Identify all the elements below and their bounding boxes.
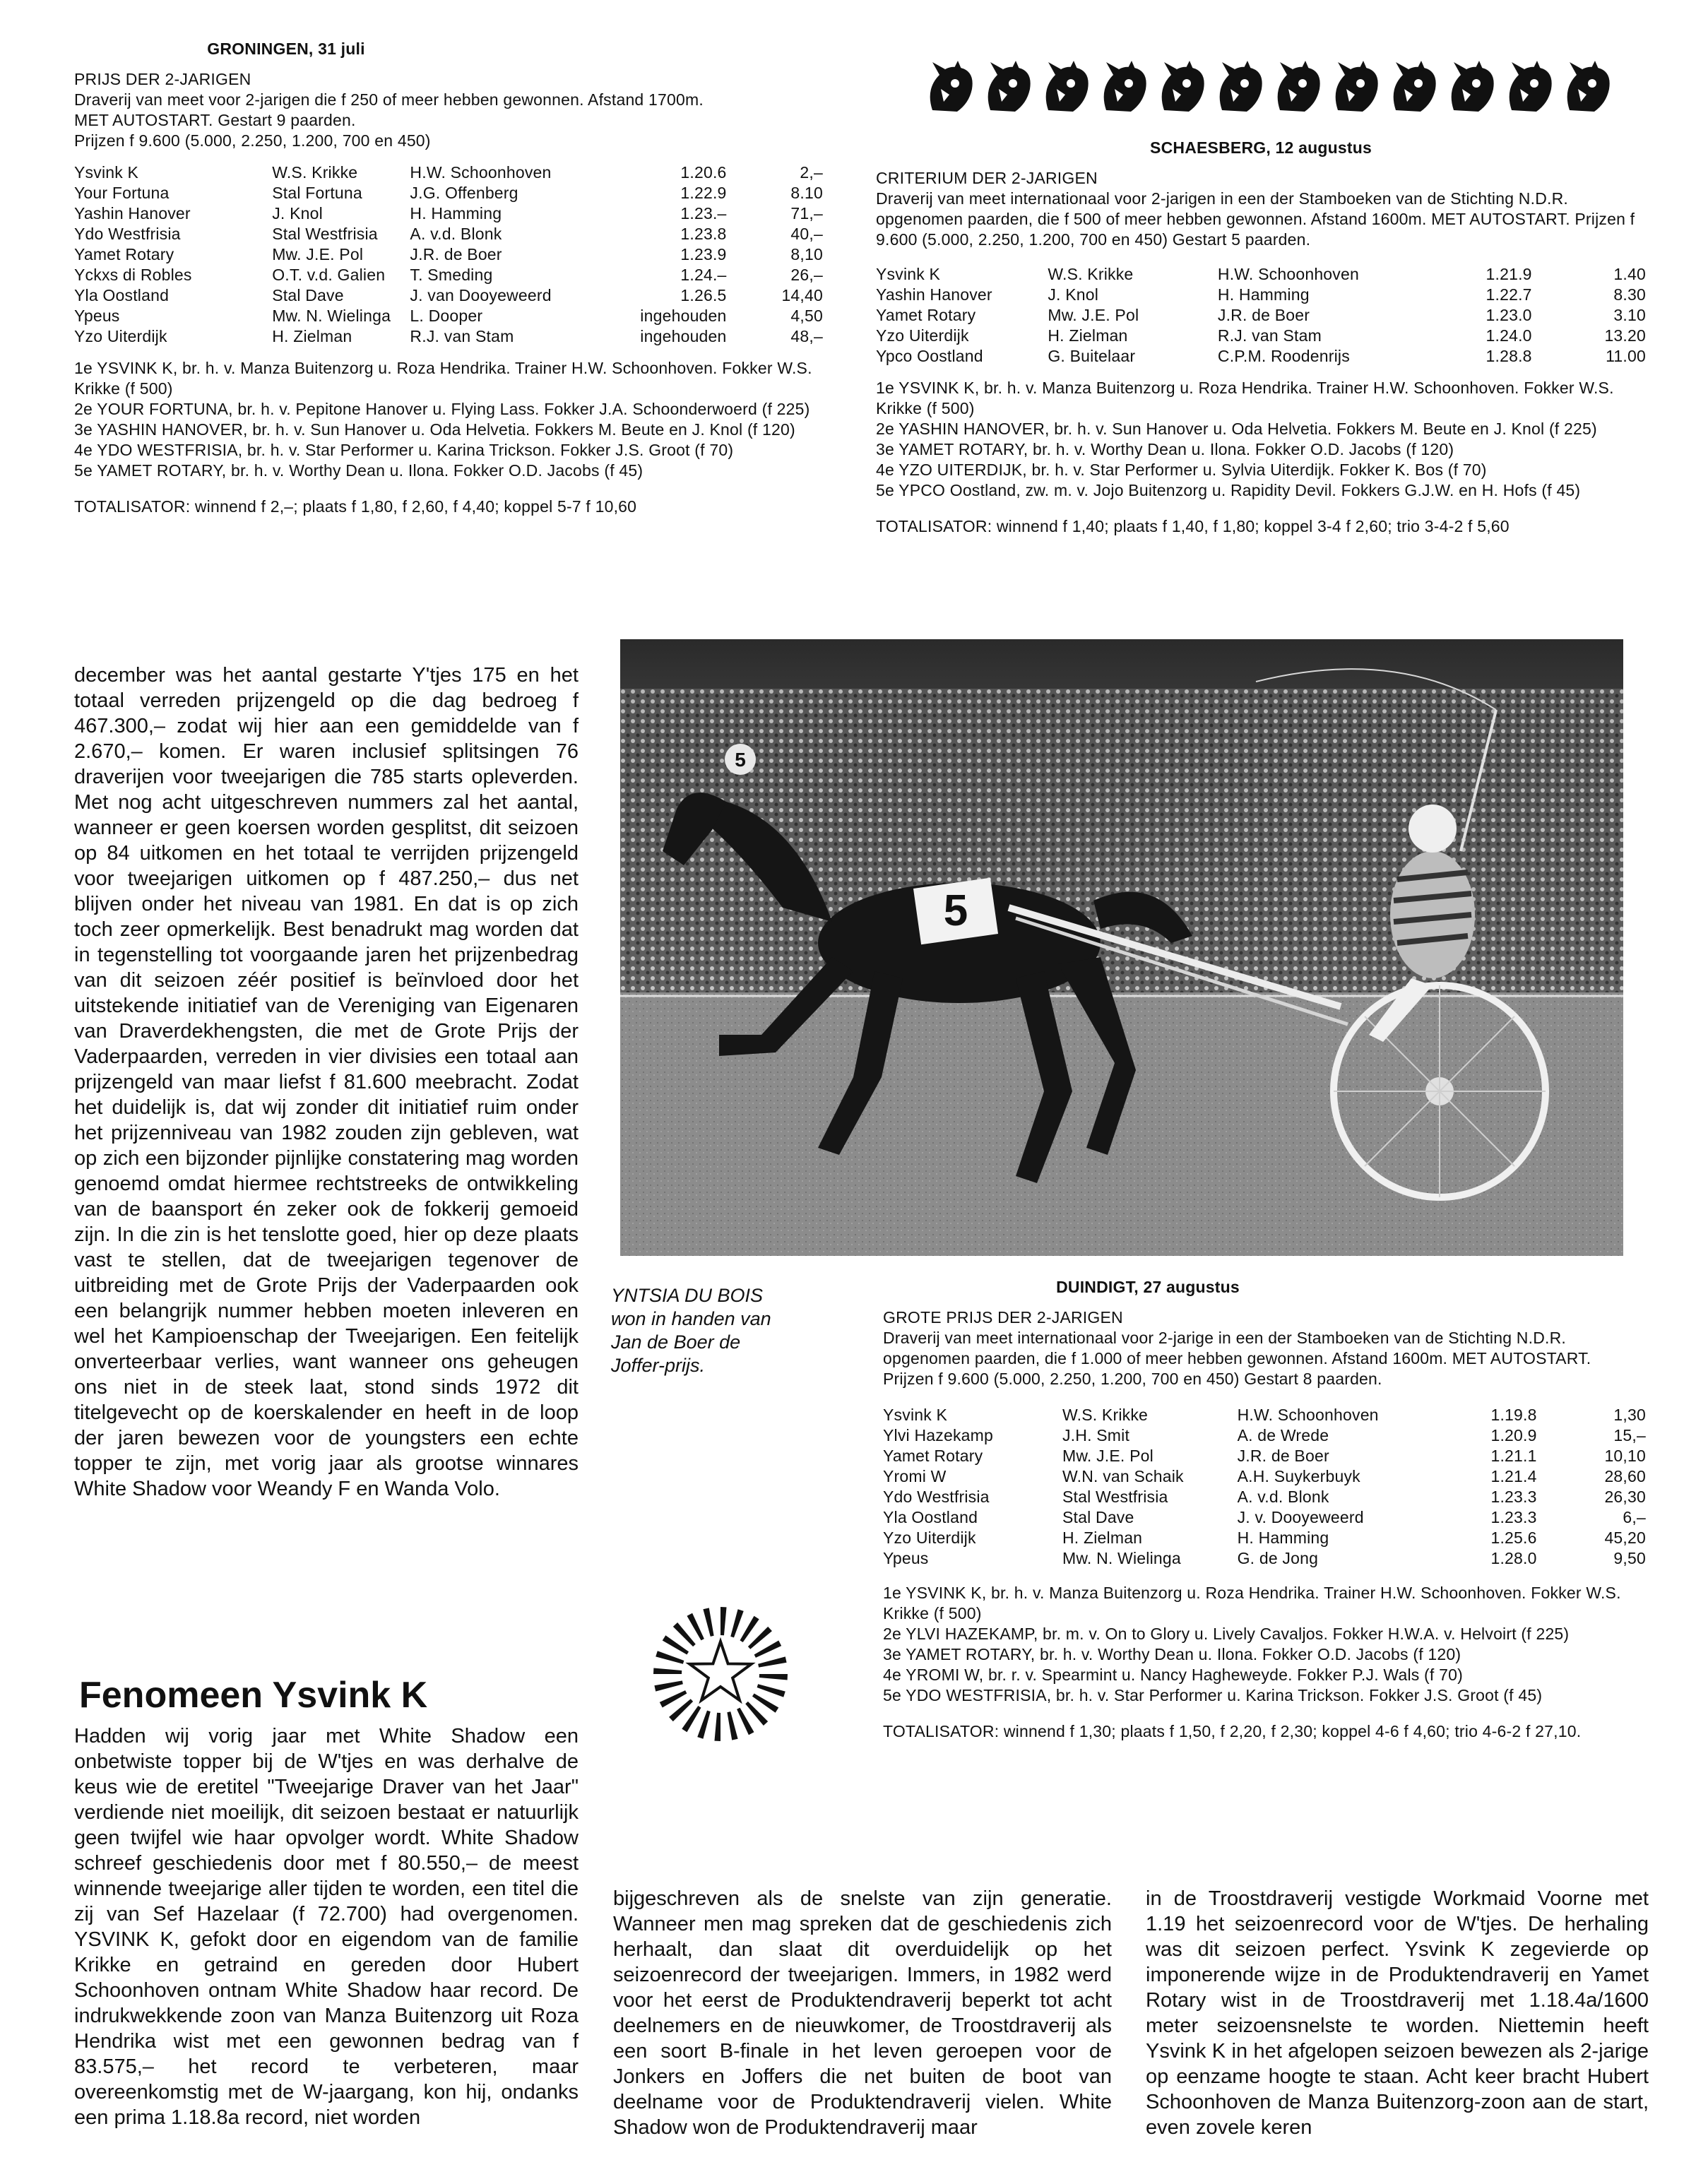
race-table (883, 1405, 1646, 1569)
saddle-number: 5 (943, 886, 968, 935)
table-cell: 8,10 (790, 245, 823, 263)
result-line: 2e YASHIN HANOVER, br. h. v. Sun Hanover u. Oda Helvetia. Fokkers M. Beute en J. Knol (f 225) (876, 420, 1597, 438)
table-row (876, 346, 1646, 367)
table-cell: W.N. van Schaik (1062, 1467, 1184, 1485)
table-cell: 71,– (790, 204, 823, 222)
table-cell: 48,– (790, 327, 823, 345)
table-cell: Stal Dave (272, 286, 344, 304)
table-cell: Ysvink K (876, 265, 941, 283)
table-cell: 9,50 (1613, 1549, 1646, 1567)
table-cell: J.G. Offenberg (410, 184, 518, 202)
table-cell: H.W. Schoonhoven (1237, 1406, 1379, 1424)
table-cell: Yla Oostland (74, 286, 170, 304)
star-shape (689, 1642, 751, 1700)
table-cell: 1.21.9 (1486, 265, 1532, 283)
table-row (883, 1487, 1646, 1507)
result-line: 1e YSVINK K, br. h. v. Manza Buitenzorg u. Roza Hendrika. Trainer H.W. Schoonhoven. Fokker W.S. Krikke (f 500) (883, 1584, 1621, 1622)
table-row (883, 1405, 1646, 1425)
table-cell: Yamet Rotary (876, 306, 976, 324)
table-cell: 1.25.6 (1490, 1529, 1537, 1547)
table-cell: ingehouden (640, 327, 727, 345)
star-ray (748, 1627, 772, 1649)
table-cell: 1.23.8 (680, 225, 727, 243)
table-cell: H. Zielman (272, 327, 352, 345)
photo-caption: YNTSIA DU BOIS won in handen van Jan de Boer de Joffer-prijs. (611, 1285, 771, 1376)
result-line: 5e YPCO Oostland, zw. m. v. Jojo Buitenzorg u. Rapidity Devil. Fokkers G.J.W. en H. Hofs (f 45) (876, 481, 1581, 499)
star-ray (754, 1641, 782, 1658)
result-line: 4e YROMI W, br. r. v. Spearmint u. Nancy Hagheweyde. Fokker P.J. Wals (f 70) (883, 1666, 1463, 1684)
article-left-column: december was het aantal gestarte Y'tjes 175 en het totaal verreden prijzengeld op die dag bedroeg f 467.300,– zodat wij hier aan een gemiddelde van f 2.670,– komen. Er waren inclusief splitsingen 76 draverijen voor tweejarigen die 785 starts opleverden. Met nog acht uitgeschreven nummers zal het aantal, wanneer er geen koersen worden gesplitst, dit seizoen op 84 uitkomen en het totaal te verrijden prijzengeld voor tweejarigen uitkomen op f 487.250,– dus net blijven onder het niveau van 1981. En dat is op zich toch zeer opmerkelijk. Best benadrukt mag worden dat in tegenstelling tot voorgaande jaren het prijzenbedrag van dit seizoen zéér positief is beïnvloed door het uitstekende initiatief van de Vereniging van Eigenaren van Draverdekhengsten, die met de Grote Prijs der Vaderpaarden, verreden in vier divisies een totaal aan prijzengeld van maar liefst f 81.600 meebracht. Zodat het duidelijk is, dat wij zonder dit initiatief ruim onder het prijzenniveau van 1982 zouden zijn gebleven, wat op zich een bijzonder pijnlijke constatering mag worden genoemd omdat hiermee rechtstreeks de ontwikkeling van de baansport én zeker ook de fokkerij gemoeid zijn. In die zin is het tenslotte goed, hier op deze plaats vast te stellen, dat de tweejarigen tegenover de uitbreiding met de Grote Prijs der Vaderpaarden ook een belangrijk nummer hebben moeten inleveren en wel het Kampioenschap der Tweejarigen. Een feitelijk onverteerbaar verlies, want wanneer ons geheugen ons niet in de steek laat, stond sinds 1972 dit titelgevecht op de koerskalender en heeft in de loop der jaren bewezen voor de youngsters een echte topper te zijn, met vorig jaar als grootse winnares White Shadow voor Weandy F en Wanda Volo. (74, 664, 579, 1500)
star-ray (759, 1674, 788, 1680)
table-row (74, 224, 823, 244)
star-ray (673, 1622, 696, 1646)
star-ray (757, 1684, 785, 1697)
table-row (883, 1425, 1646, 1446)
table-cell: G. Buitelaar (1048, 347, 1136, 365)
star-ray (653, 1668, 682, 1674)
table-cell: Stal Fortuna (272, 184, 362, 202)
table-cell: 4,50 (790, 307, 823, 325)
horse-head-icon (1394, 61, 1436, 112)
table-row (74, 244, 823, 265)
table-cell: 1.23.9 (680, 245, 727, 263)
table-cell: 1.20.6 (680, 163, 727, 182)
result-line: 4e YDO WESTFRISIA, br. h. v. Star Performer u. Karina Trickson. Fokker J.S. Groot (f 70) (74, 441, 734, 459)
table-cell: J. Knol (1048, 285, 1099, 304)
table-cell: Mw. J.E. Pol (1048, 306, 1139, 324)
table-cell: 1.24.– (680, 266, 727, 284)
star-ray (758, 1656, 786, 1667)
result-line: 2e YLVI HAZEKAMP, br. m. v. On to Glory u. Lively Cavaljos. Fokker H.W.A. v. Helvoirt (f 225) (883, 1625, 1570, 1643)
table-cell: Yzo Uiterdijk (74, 327, 167, 345)
horse-head-icon (1510, 61, 1552, 112)
table-cell: C.P.M. Roodenrijs (1217, 347, 1350, 365)
star-ray (660, 1690, 687, 1707)
result-line: 1e YSVINK K, br. h. v. Manza Buitenzorg u. Roza Hendrika. Trainer H.W. Schoonhoven. Fokker W.S. Krikke (f 500) (74, 359, 812, 398)
table-cell: 1.28.0 (1490, 1549, 1537, 1567)
table-cell: Your Fortuna (74, 184, 170, 202)
table-cell: Mw. J.E. Pol (1062, 1447, 1154, 1465)
table-cell: A. v.d. Blonk (410, 225, 502, 243)
result-line: 3e YASHIN HANOVER, br. h. v. Sun Hanover u. Oda Helvetia. Fokkers M. Beute en J. Knol (f 120) (74, 420, 795, 439)
table-cell: 1,30 (1613, 1406, 1646, 1424)
horse-icons-row (918, 55, 1625, 119)
table-cell: 13.20 (1604, 326, 1646, 345)
table-cell: H.W. Schoonhoven (410, 163, 552, 182)
table-cell: 1.23.3 (1490, 1508, 1537, 1526)
table-cell: 1.40 (1613, 265, 1646, 283)
article-right-column: in de Troostdraverij vestigde Workmaid Voorne met 1.19 het seizoenrecord voor de W'tjes. De herhaling was dit seizoen perfect. Ysvink K zegevierde op imponerende wijze in de Produktendraverij en Yamet Rotary wist in de Troostdraverij met 1.18.4a/1600 meter seizoensnelste te worden. Niettemin heeft Ysvink K in het afgelopen seizoen bewezen als 2-jarige op eenzame hoogte te staan. Acht keer bracht Hubert Schoonhoven de Manza Buitenzorg-zoon aan de start, even zovele keren (1146, 1887, 1649, 2139)
race-schaesberg (876, 138, 1646, 537)
table-cell: A. v.d. Blonk (1237, 1488, 1329, 1506)
table-cell: H. Zielman (1048, 326, 1128, 345)
result-line: 3e YAMET ROTARY, br. h. v. Worthy Dean u. Ilona. Fokker O.D. Jacobs (f 120) (883, 1645, 1461, 1663)
trotting-horse-photo (620, 639, 1623, 1256)
table-cell: W.S. Krikke (272, 163, 358, 182)
star-ray (727, 1711, 737, 1740)
star-ray (714, 1713, 720, 1741)
table-cell: Yzo Uiterdijk (883, 1529, 976, 1547)
table-cell: Yamet Rotary (74, 245, 174, 263)
horse-icon (918, 55, 1625, 119)
race-duindigt (883, 1277, 1646, 1742)
table-cell: Yashin Hanover (74, 204, 191, 222)
horse-head-icon (1162, 61, 1204, 112)
table-cell: 1.20.9 (1490, 1426, 1537, 1444)
table-cell: R.J. van Stam (410, 327, 514, 345)
result-line: 5e YDO WESTFRISIA, br. h. v. Star Performer u. Karina Trickson. Fokker J.S. Groot (f 45) (883, 1686, 1543, 1704)
table-cell: Ypco Oostland (876, 347, 983, 365)
table-cell: R.J. van Stam (1217, 326, 1322, 345)
table-cell: 45,20 (1604, 1529, 1646, 1547)
result-line: 4e YZO UITERDIJK, br. h. v. Star Performer u. Sylvia Uiterdijk. Fokker K. Bos (f 70) (876, 461, 1487, 479)
race-title: CRITERIUM DER 2-JARIGEN Draverij van meet internationaal voor 2-jarigen in een der Stamboeken van de Stichting N.D.R. opgenomen paarden, die f 500 of meer hebben gewonnen. Afstand 1600m. MET AUTOSTART. Prijzen f 9.600 (5.000, 2.250, 1.200, 700 en 450) Gestart 5 paarden. (876, 169, 1635, 249)
table-cell: O.T. v.d. Galien (272, 266, 386, 284)
table-row (74, 162, 823, 183)
table-cell: 26,30 (1604, 1488, 1646, 1506)
table-cell: J. van Dooyeweerd (410, 286, 552, 304)
table-cell: Stal Westfrisia (1062, 1488, 1168, 1506)
table-cell: A. de Wrede (1237, 1426, 1329, 1444)
table-cell: Mw. N. Wielinga (272, 307, 391, 325)
table-cell: 6,– (1623, 1508, 1646, 1526)
table-cell: 1.26.5 (680, 286, 727, 304)
table-cell: 2,– (800, 163, 823, 182)
table-row (883, 1548, 1646, 1569)
race-title: GROTE PRIJS DER 2-JARIGEN Draverij van meet internationaal voor 2-jarige in een der Stamboeken van de Stichting N.D.R. opgenomen paarden, die f 1.000 of meer hebben gewonnen. Afstand 1600m. MET AUTOSTART. Prijzen f 9.600 (5.000, 2.250, 1.200, 700 en 450) Gestart 8 paarden. (883, 1308, 1591, 1388)
star-ray (745, 1702, 768, 1726)
star-ray (656, 1651, 684, 1664)
table-cell: Ypeus (883, 1549, 929, 1567)
table-cell: 1.23.– (680, 204, 727, 222)
table-cell: H. Hamming (410, 204, 502, 222)
table-cell: 8.10 (790, 184, 823, 202)
table-cell: W.S. Krikke (1062, 1406, 1149, 1424)
horse-head-icon (1104, 61, 1146, 112)
table-row (74, 326, 823, 347)
table-row (876, 264, 1646, 285)
race-table (74, 162, 823, 347)
table-cell: 1.23.0 (1486, 306, 1532, 324)
table-cell: Yckxs di Robles (74, 266, 192, 284)
horse-head-icon (1046, 61, 1089, 112)
table-cell: 15,– (1613, 1426, 1646, 1444)
table-row (883, 1528, 1646, 1548)
horse-head-icon (930, 61, 973, 112)
table-row (876, 285, 1646, 305)
race-table (876, 264, 1646, 367)
race-photo (620, 639, 1623, 1256)
horse-head-icon (1336, 61, 1378, 112)
table-row (883, 1446, 1646, 1466)
table-cell: 26,– (790, 266, 823, 284)
table-cell: H. Hamming (1237, 1529, 1329, 1547)
table-cell: 3.10 (1613, 306, 1646, 324)
table-cell: 1.28.8 (1486, 347, 1532, 365)
totalisator: TOTALISATOR: winnend f 2,–; plaats f 1,80, f 2,60, f 4,40; koppel 5-7 f 10,60 (74, 497, 637, 516)
star-ray (654, 1680, 682, 1691)
horse-head-icon (988, 61, 1031, 112)
table-row (876, 305, 1646, 326)
table-cell: Ydo Westfrisia (74, 225, 181, 243)
star-ray (697, 1711, 711, 1739)
table-cell: Ydo Westfrisia (883, 1488, 990, 1506)
table-cell: Mw. N. Wielinga (1062, 1549, 1181, 1567)
star-ray (720, 1607, 727, 1635)
race-header: DUINDIGT, 27 augustus (1056, 1278, 1240, 1296)
table-cell: 11.00 (1606, 347, 1646, 365)
race-header: SCHAESBERG, 12 augustus (1150, 138, 1372, 157)
star-ray (737, 1708, 754, 1735)
table-cell: Yromi W (883, 1467, 947, 1485)
table-cell: J.R. de Boer (1217, 306, 1310, 324)
table-cell: 28,60 (1604, 1467, 1646, 1485)
table-row (74, 265, 823, 285)
table-cell: Stal Dave (1062, 1508, 1134, 1526)
table-cell: Mw. J.E. Pol (272, 245, 364, 263)
totalisator: TOTALISATOR: winnend f 1,40; plaats f 1,40, f 1,80; koppel 3-4 f 2,60; trio 3-4-2 f 5,60 (876, 517, 1510, 535)
table-cell: Ysvink K (74, 163, 139, 182)
horse-head-icon (1452, 61, 1494, 112)
race-results (74, 358, 823, 481)
result-line: 2e YOUR FORTUNA, br. h. v. Pepitone Hanover u. Flying Lass. Fokker J.A. Schoonderwoerd (f 225) (74, 400, 810, 418)
table-cell: J.R. de Boer (1237, 1447, 1329, 1465)
table-cell: 1.22.7 (1486, 285, 1532, 304)
table-cell: 14,40 (781, 286, 823, 304)
article-left-column-2: Hadden wij vorig jaar met White Shadow een onbetwiste topper bij de W'tjes en was derhalve de keus wie de eretitel "Tweejarige Draver van het Jaar" verdiende niet moeilijk, dit seizoen bestaat er natuurlijk geen twijfel wie haar opvolger wordt. White Shadow schreef geschiedenis door met f 80.550,– de meest winnende tweejarige aller tijden te worden, een titel die zij van Sef Hazelaar (f 72.700) had overgenomen. YSVINK K, gefokt door en eigendom van de familie Krikke en getraind en gereden door Hubert Schoonhoven ontnam White Shadow haar record. De indrukwekkende zoon van Manza Buitenzorg uit Roza Hendrika wist met een gewonnen bedrag van f 83.575,– het record te verbeteren, maar overeenkomstig met de W-jaargang, kon hij, ondanks een prima 1.18.8a record, niet worden (74, 1725, 579, 2129)
table-row (876, 326, 1646, 346)
table-cell: H. Zielman (1062, 1529, 1143, 1547)
star-logo-icon (650, 1603, 791, 1745)
table-cell: Yamet Rotary (883, 1447, 983, 1465)
table-cell: J.R. de Boer (410, 245, 502, 263)
table-cell: J. Knol (272, 204, 323, 222)
table-cell: J. v. Dooyeweerd (1237, 1508, 1364, 1526)
table-cell: 1.22.9 (680, 184, 727, 202)
race-groningen (74, 39, 823, 517)
table-cell: 1.21.1 (1490, 1447, 1537, 1465)
saddle-number: 5 (735, 749, 746, 771)
race-header: GRONINGEN, 31 juli (207, 40, 365, 58)
table-cell: 10,10 (1604, 1447, 1646, 1465)
table-cell: Ypeus (74, 307, 120, 325)
table-cell: A.H. Suykerbuyk (1237, 1467, 1360, 1485)
table-row (74, 183, 823, 203)
table-row (74, 285, 823, 306)
table-cell: Ylvi Hazekamp (883, 1426, 993, 1444)
race-results (883, 1583, 1646, 1706)
horse-head-icon (1220, 61, 1262, 112)
table-cell: 40,– (790, 225, 823, 243)
table-cell: J.H. Smit (1062, 1426, 1130, 1444)
star-ray (687, 1613, 704, 1641)
horse-head-icon (1278, 61, 1320, 112)
table-cell: H. Hamming (1217, 285, 1310, 304)
table-row (74, 203, 823, 224)
race-title: PRIJS DER 2-JARIGEN Draverij van meet voor 2-jarigen die f 250 of meer hebben gewonnen. Afstand 1700m. MET AUTOSTART. Gestart 9 paarden. Prijzen f 9.600 (5.000, 2.250, 1.200, 700 en 450) (74, 70, 704, 150)
star-burst-icon (650, 1603, 791, 1745)
table-row (883, 1507, 1646, 1528)
result-line: 5e YAMET ROTARY, br. h. v. Worthy Dean u. Ilona. Fokker O.D. Jacobs (f 45) (74, 461, 644, 480)
result-line: 1e YSVINK K, br. h. v. Manza Buitenzorg u. Roza Hendrika. Trainer H.W. Schoonhoven. Fokker W.S. Krikke (f 500) (876, 379, 1614, 417)
table-cell: Ysvink K (883, 1406, 948, 1424)
table-cell: ingehouden (640, 307, 727, 325)
race-results (876, 378, 1646, 501)
table-cell: Yzo Uiterdijk (876, 326, 969, 345)
table-cell: 1.24.0 (1486, 326, 1532, 345)
table-cell: L. Dooper (410, 307, 483, 325)
result-line: 3e YAMET ROTARY, br. h. v. Worthy Dean u. Ilona. Fokker O.D. Jacobs (f 120) (876, 440, 1454, 458)
article-mid-column: bijgeschreven als de snelste van zijn generatie. Wanneer men mag spreken dat de geschiedenis zich herhaalt, dan slaat dit overduidelijk op het seizoenrecord der tweejarigen. Immers, in 1982 werd voor het eerst de Produktendraverij beperkt tot acht deelnemers en de nieuwkomer, de Troostdraverij als een soort B-finale in het leven geroepen voor de Jonkers en Joffers die net buiten de boot van deelname voor de Produktendraverij vielen. White Shadow won de Produktendraverij maar (613, 1887, 1112, 2139)
star-ray (703, 1608, 713, 1636)
table-cell: W.S. Krikke (1048, 265, 1134, 283)
horse-head-icon (1567, 61, 1610, 112)
table-cell: Yashin Hanover (876, 285, 992, 304)
table-cell: 1.19.8 (1490, 1406, 1537, 1424)
table-cell: 1.23.3 (1490, 1488, 1537, 1506)
table-cell: G. de Jong (1237, 1549, 1319, 1567)
table-cell: T. Smeding (410, 266, 493, 284)
table-row (883, 1466, 1646, 1487)
article-headline: Fenomeen Ysvink K (79, 1675, 428, 1716)
star-ray (730, 1609, 744, 1637)
table-cell: H.W. Schoonhoven (1217, 265, 1359, 283)
totalisator: TOTALISATOR: winnend f 1,30; plaats f 1,50, f 2,20, f 2,30; koppel 4-6 f 4,60; trio 4-6-2 f 27,10. (883, 1722, 1582, 1740)
star-ray (669, 1699, 693, 1721)
table-cell: 8.30 (1613, 285, 1646, 304)
table-row (74, 306, 823, 326)
table-cell: Stal Westfrisia (272, 225, 378, 243)
table-cell: 1.21.4 (1490, 1467, 1537, 1485)
table-cell: Yla Oostland (883, 1508, 978, 1526)
